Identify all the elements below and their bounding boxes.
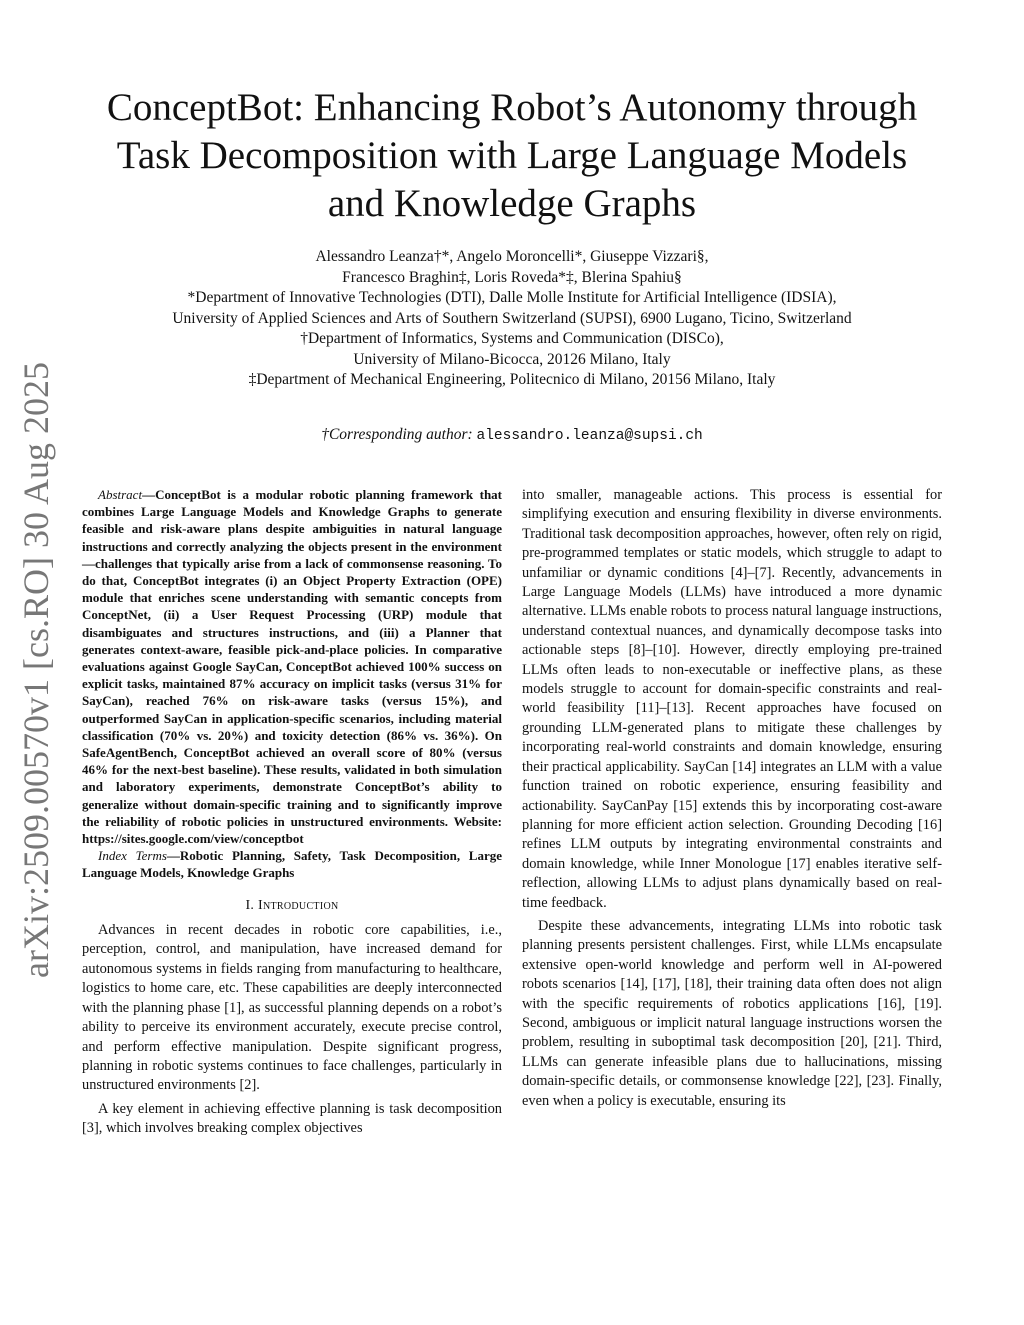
corresponding-email[interactable]: alessandro.leanza@supsi.ch: [476, 428, 703, 444]
paper-title: [80, 84, 944, 228]
arxiv-sidebar: [6, 362, 66, 978]
intro-paragraph-2: A key element in achieving effective planning is task decomposition [3], which involves breaking complex objectives: [82, 1100, 502, 1137]
left-column: [82, 486, 502, 1139]
arxiv-identifier: arXiv:2509.00570v1 [cs.RO] 30 Aug 2025: [16, 362, 56, 978]
index-terms-text: —Robotic Planning, Safety, Task Decomposition, Large Language Models, Knowledge Graphs: [82, 848, 503, 881]
right-paragraph-1: into smaller, manageable actions. This process is essential for simplifying execution and ensuring flexibility in diverse environments. Traditional task decomposition approaches, however, often rely on rigid, pre-programmed templates or static models, which struggle to adapt to unfamiliar or dynamic conditions [4]–[7]. Recently, advancements in Large Language Models (LLMs) have introduced a more dynamic alternative. LLMs enable robots to process natural language instructions, understand contextual nuances, and dynamically decompose tasks into actionable steps [8]–[10]. However, directly employing pre-trained LLMs often leads to non-executable or ineffective plans, as these models struggle to account for domain-specific constraints and real-world feasibility [11]–[13]. Recent approaches have focused on grounding LLM-generated plans to mitigate these challenges by incorporating real-world constraints and domain knowledge, ensuring their practical applicability. SayCan [14] integrates an LLM with a value function trained on robotic experience, ensuring feasibility and actionability. SayCanPay [15] extends this by incorporating cost-aware planning for more efficient action selection. Grounding Decoding [16] refines LLM outputs by integrating environmental constraints and domain knowledge, while Inner Monologue [17] enables iterative self-reflection, allowing LLMs to adjust plans dynamically based on real-time feedback.: [522, 487, 942, 911]
index-terms-label: Index Terms: [98, 848, 167, 864]
abstract-text: —ConceptBot is a modular robotic planning framework that combines Large Language Models and Knowledge Graphs to generate feasible and risk-aware plans despite ambiguities in natural language instructions and correctly analyzing the objects present in the environment—challenges that typically arise from a lack of commonsense reasoning. To do that, ConceptBot integrates (i) an Object Property Extraction (OPE) module that enriches scene understanding with semantic concepts from ConceptNet, (ii) a User Request Processing (URP) module that disambiguates and structures instructions, and (iii) a Planner that generates context-aware, feasible pick-and-place policies. In comparative evaluations against Google SayCan, ConceptBot achieved 100% success on explicit tasks, maintained 87% accuracy on implicit tasks (versus 31% for SayCan), reached 76% on risk-aware tasks (versus 15%), and outperformed SayCan in application-specific scenarios, including material classification (70% vs. 20%) and toxicity detection (86% vs. 36%). On SafeAgentBench, ConceptBot achieved an overall score of 80% (versus 46% for the next-best baseline). These results, validated in both simulation and laboratory experiments, demonstrate ConceptBot’s ability to generalize without domain-specific training and to significantly improve the reliability of robotic policies in unstructured environments. Website: https://sites.google.com/view/conceptbot: [82, 487, 502, 847]
authors-line-2: Francesco Braghin‡, Loris Roveda*‡, Blerina Spahiu§: [342, 268, 682, 286]
corresponding-author: [80, 426, 944, 444]
right-column: [522, 486, 942, 1111]
intro-paragraph-1: Advances in recent decades in robotic core capabilities, i.e., perception, control, and manipulation, have increased demand for autonomous systems in fields ranging from manufacturing to healthcare, logistics to home care, etc. These capabilities are deeply interconnected with the planning phase [1], as successful planning depends on a robot’s ability to perceive its environment accurately, execute precise control, and perform effective manipulation. Despite significant progress, planning in robotic systems continues to face challenges, particularly in unstructured environments [2].: [82, 922, 502, 1094]
affiliation-5: ‡Department of Mechanical Engineering, Politecnico di Milano, 20156 Milano, Italy: [248, 371, 776, 388]
affiliation-2: University of Applied Sciences and Arts of Southern Switzerland (SUPSI), 6900 Lugano, Ticino, Switzerland: [172, 309, 852, 327]
title-line-1: ConceptBot: Enhancing Robot’s Autonomy through: [106, 86, 918, 129]
affiliation-3: †Department of Informatics, Systems and Communication (DISCo),: [300, 330, 724, 347]
right-paragraph-2: Despite these advancements, integrating LLMs into robotic task planning presents persistent challenges. First, while LLMs encapsulate extensive open-world knowledge and perform well in AI-powered robots scenarios [14], [17], [18], their training data often does not align with the specific requirements of robotics applications [16], [19]. Second, ambiguous or implicit natural language instructions worsen the problem, resulting in suboptimal task decomposition [20], [21]. Third, LLMs can generate infeasible plans due to hallucinations, missing domain-specific details, or commonsense knowledge [22], [23]. Finally, even when a policy is executable, ensuring its: [522, 917, 942, 1109]
index-terms: [82, 847, 502, 881]
section-heading-introduction: I. Introduction: [245, 897, 339, 913]
abstract-label: Abstract: [98, 487, 143, 502]
author-block: [80, 247, 944, 391]
affiliation-4: University of Milano-Bicocca, 20126 Milano, Italy: [353, 350, 671, 368]
title-line-2: Task Decomposition with Large Language Models: [116, 134, 908, 177]
title-line-3: and Knowledge Graphs: [327, 182, 697, 225]
corresponding-label: †Corresponding author:: [321, 426, 473, 443]
affiliation-1: *Department of Innovative Technologies (DTI), Dalle Molle Institute for Artificial Intelligence (IDSIA),: [187, 289, 837, 306]
abstract: [82, 486, 502, 847]
authors-line-1: Alessandro Leanza†*, Angelo Moroncelli*, Giuseppe Vizzari§,: [315, 248, 709, 265]
